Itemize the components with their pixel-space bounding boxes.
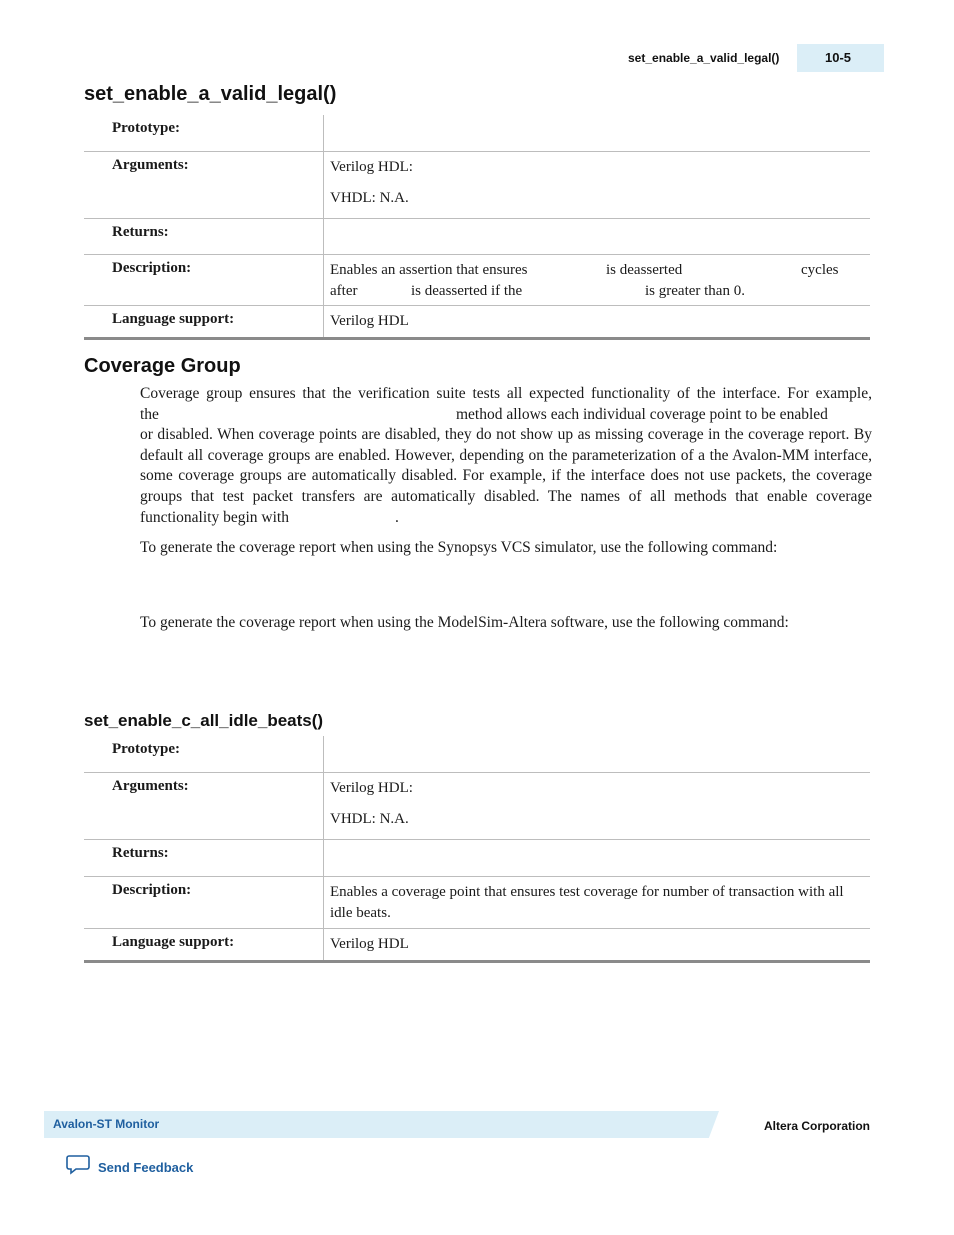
modelsim-command-paragraph: To generate the coverage report when using the ModelSim-Altera software, use the following command: (140, 614, 789, 631)
row-value: Verilog HDL (330, 313, 409, 329)
footer-chapter-link[interactable]: Avalon-ST Monitor (53, 1117, 160, 1131)
page-number: 10-5 (797, 44, 884, 72)
method-table (84, 736, 870, 963)
table-row (84, 115, 870, 152)
table-row (84, 877, 870, 929)
table-row (84, 255, 870, 306)
send-feedback-label: Send Feedback (98, 1160, 194, 1175)
method-title: set_enable_c_all_idle_beats() (84, 711, 324, 730)
footer-company: Altera Corporation (764, 1119, 871, 1133)
row-label: Prototype: (112, 120, 181, 136)
row-value: Verilog HDL: VHDL: N.A. (330, 780, 413, 827)
speech-bubble-icon (66, 1154, 90, 1181)
paragraph-text: or disabled. When coverage points are disabled, they do not show up as missing coverage in the coverage report. By default all coverage groups are enabled. However, depending on the parameterization of a the Avalon-MM interface, some coverage groups are automatically disabled. For example, if the interface does not use packets, the coverage groups that test packet transfers are automatically disabled. The names of all methods that enable coverage functionality begin with . (140, 426, 872, 526)
vcs-command-paragraph: To generate the coverage report when using the Synopsys VCS simulator, use the following command: (140, 539, 778, 556)
row-label: Description: (112, 260, 192, 276)
method-table (84, 115, 870, 340)
section-title: set_enable_a_valid_legal() (84, 83, 337, 105)
row-label: Arguments: (112, 157, 189, 173)
paragraph-line: the method allows each individual coverage point to be enabled (140, 405, 828, 423)
table-row (84, 773, 870, 840)
row-label: Arguments: (112, 778, 189, 794)
section-title: Coverage Group (84, 355, 241, 377)
table-row (84, 929, 870, 963)
row-value: Enables an assertion that ensures is deasserted cycles after is deasserted if the is greater than 0. (330, 262, 839, 299)
table-row (84, 306, 870, 340)
paragraph-line: Coverage group ensures that the verification suite tests all expected functionality of the interface. For example, (140, 385, 872, 402)
row-label: Language support: (112, 311, 235, 327)
row-value: Verilog HDL (330, 936, 409, 952)
table-row (84, 840, 870, 877)
row-label: Returns: (112, 845, 169, 861)
table-row (84, 219, 870, 255)
row-label: Description: (112, 882, 192, 898)
row-label: Language support: (112, 934, 235, 950)
table-row (84, 152, 870, 219)
row-label: Returns: (112, 224, 169, 240)
table-row (84, 736, 870, 773)
row-value: Verilog HDL: VHDL: N.A. (330, 159, 413, 206)
coverage-paragraph (140, 384, 872, 524)
row-label: Prototype: (112, 741, 181, 757)
row-value: Enables a coverage point that ensures test coverage for number of transaction with all idle beats. (330, 884, 844, 921)
send-feedback-link[interactable] (66, 1154, 193, 1181)
running-header-title: set_enable_a_valid_legal() (628, 51, 780, 65)
